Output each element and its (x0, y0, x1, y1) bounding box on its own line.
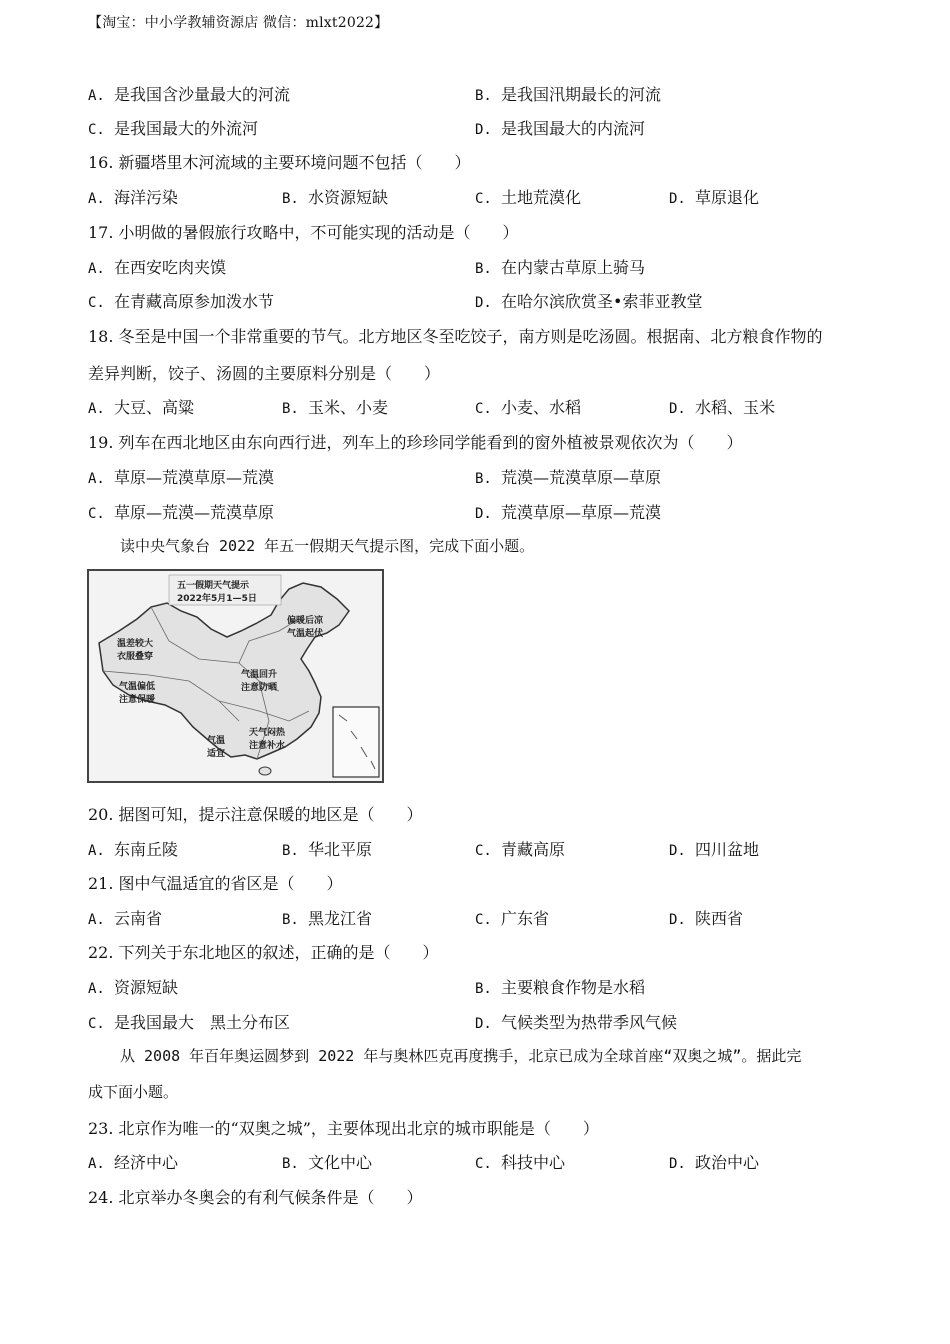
q19-stem: 19. 列车在西北地区由东向西行进，列车上的珍珍同学能看到的窗外植被景观依次为（ ） (88, 433, 743, 452)
q23-option-a[interactable]: A. 经济中心 (88, 1153, 179, 1172)
q18-option-d[interactable]: D. 水稻、玉米 (669, 398, 776, 417)
q17-option-d[interactable]: D. 在哈尔滨欣赏圣•索菲亚教堂 (475, 292, 703, 311)
label-tibet-1: 气温偏低 (119, 682, 156, 692)
q17-option-b[interactable]: B. 在内蒙古草原上骑马 (475, 258, 646, 277)
reading-intro-olympics-line2: 成下面小题。 (88, 1083, 179, 1101)
q24-stem: 24. 北京举办冬奥会的有利气候条件是（ ） (88, 1188, 423, 1207)
q23-stem: 23. 北京作为唯一的“双奥之城”，主要体现出北京的城市职能是（ ） (88, 1119, 599, 1138)
reading-intro-olympics-line1: 从 2008 年百年奥运圆梦到 2022 年与奥林匹克再度携手，北京已成为全球首座“双奥之城”。据此完 (120, 1047, 802, 1065)
q15-option-c[interactable]: C. 是我国最大的外流河 (88, 119, 259, 138)
q22-option-c[interactable]: C. 是我国最大 黑土分布区 (88, 1013, 291, 1032)
q15-option-d[interactable]: D. 是我国最大的内流河 (475, 119, 646, 138)
q22-option-a[interactable]: A. 资源短缺 (88, 978, 179, 997)
label-yunnan-1: 气温 (207, 736, 226, 746)
q19-option-d[interactable]: D. 荒漠草原—草原—荒漠 (475, 503, 662, 522)
q21-option-b[interactable]: B. 黑龙江省 (282, 909, 373, 928)
reading-intro-weather: 读中央气象台 2022 年五一假期天气提示图，完成下面小题。 (120, 537, 535, 555)
weather-map-figure (87, 569, 384, 783)
q22-option-b[interactable]: B. 主要粮食作物是水稻 (475, 978, 646, 997)
q23-option-c[interactable]: C. 科技中心 (475, 1153, 566, 1172)
china-map-graphic (89, 571, 382, 781)
q16-option-c[interactable]: C. 土地荒漠化 (475, 188, 582, 207)
q23-option-d[interactable]: D. 政治中心 (669, 1153, 760, 1172)
q19-option-c[interactable]: C. 草原—荒漠—荒漠草原 (88, 503, 275, 522)
q18-option-c[interactable]: C. 小麦、水稻 (475, 398, 582, 417)
q21-option-c[interactable]: C. 广东省 (475, 909, 550, 928)
label-yunnan-2: 适宜 (207, 749, 226, 759)
q23-option-b[interactable]: B. 文化中心 (282, 1153, 373, 1172)
label-south-1: 天气闷热 (249, 728, 286, 738)
south-china-sea-inset (333, 707, 379, 777)
q19-option-a[interactable]: A. 草原—荒漠草原—荒漠 (88, 468, 275, 487)
label-west-2: 衣服叠穿 (117, 652, 154, 662)
q21-option-d[interactable]: D. 陕西省 (669, 909, 744, 928)
q15-option-b[interactable]: B. 是我国汛期最长的河流 (475, 85, 662, 104)
map-title: 五一假期天气提示 (177, 581, 250, 591)
q21-option-a[interactable]: A. 云南省 (88, 909, 163, 928)
label-northeast-2: 气温起伏 (287, 629, 324, 639)
q21-stem: 21. 图中气温适宜的省区是（ ） (88, 874, 343, 893)
q16-option-b[interactable]: B. 水资源短缺 (282, 188, 389, 207)
q22-option-d[interactable]: D. 气候类型为热带季风气候 (475, 1013, 678, 1032)
label-central-2: 注意防晒 (241, 683, 278, 693)
q16-option-d[interactable]: D. 草原退化 (669, 188, 760, 207)
page-header: 【淘宝：中小学教辅资源店 微信：mlxt2022】 (88, 15, 389, 31)
q16-option-a[interactable]: A. 海洋污染 (88, 188, 179, 207)
q20-option-a[interactable]: A. 东南丘陵 (88, 840, 179, 859)
q20-option-b[interactable]: B. 华北平原 (282, 840, 373, 859)
label-south-2: 注意补水 (249, 741, 286, 751)
q18-stem-line1: 18. 冬至是中国一个非常重要的节气。北方地区冬至吃饺子，南方则是吃汤圆。根据南、北方粮食作物的 (88, 327, 823, 346)
q20-option-c[interactable]: C. 青藏高原 (475, 840, 566, 859)
label-northeast-1: 偏暖后凉 (287, 616, 324, 626)
q16-stem: 16. 新疆塔里木河流域的主要环境问题不包括（ ） (88, 153, 471, 172)
q18-option-b[interactable]: B. 玉米、小麦 (282, 398, 389, 417)
q17-option-c[interactable]: C. 在青藏高原参加泼水节 (88, 292, 275, 311)
map-date: 2022年5月1—5日 (177, 594, 257, 604)
q22-stem: 22. 下列关于东北地区的叙述，正确的是（ ） (88, 943, 439, 962)
q15-option-a[interactable]: A. 是我国含沙量最大的河流 (88, 85, 291, 104)
q20-stem: 20. 据图可知，提示注意保暖的地区是（ ） (88, 805, 423, 824)
q19-option-b[interactable]: B. 荒漠—荒漠草原—草原 (475, 468, 662, 487)
q18-option-a[interactable]: A. 大豆、高粱 (88, 398, 195, 417)
q17-stem: 17. 小明做的暑假旅行攻略中，不可能实现的活动是（ ） (88, 223, 519, 242)
label-tibet-2: 注意保暖 (119, 695, 156, 705)
q17-option-a[interactable]: A. 在西安吃肉夹馍 (88, 258, 227, 277)
label-central-1: 气温回升 (241, 670, 278, 680)
q18-stem-line2: 差异判断，饺子、汤圆的主要原料分别是（ ） (88, 364, 441, 383)
label-west-1: 温差较大 (117, 639, 154, 649)
q20-option-d[interactable]: D. 四川盆地 (669, 840, 760, 859)
